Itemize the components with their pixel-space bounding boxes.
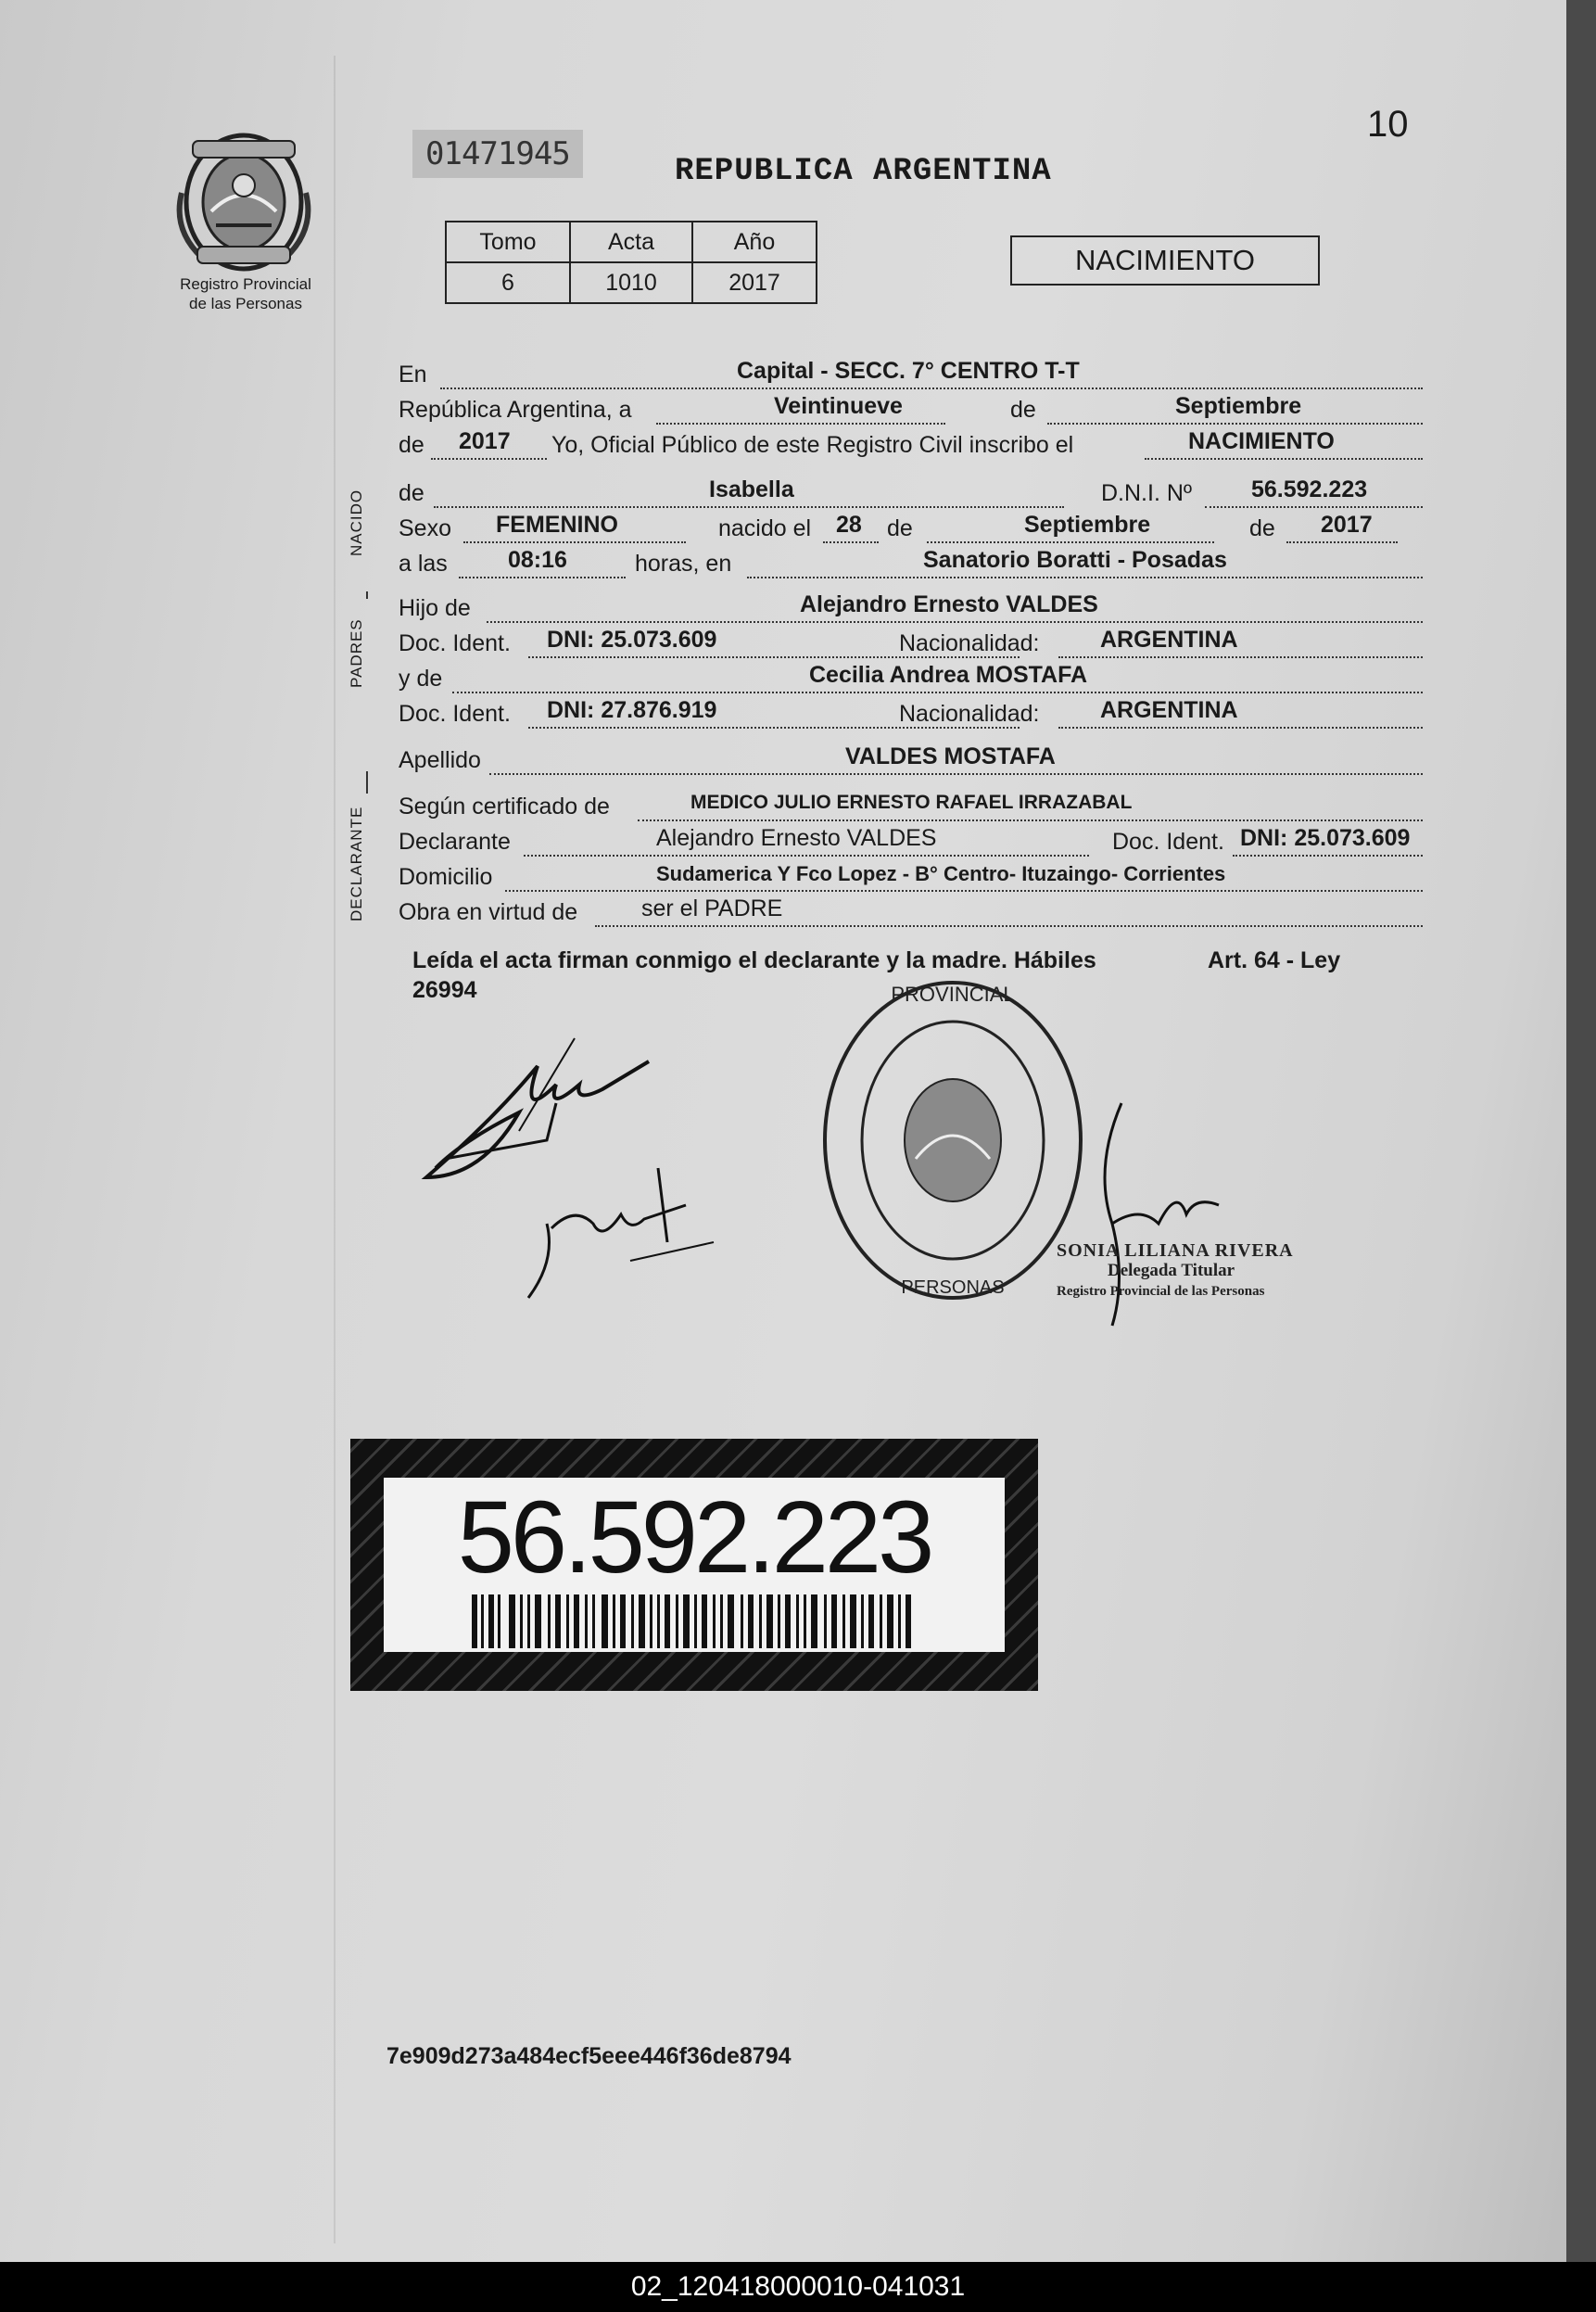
officer-name: SONIA LILIANA RIVERA [1057, 1240, 1294, 1261]
mother-name: Cecilia Andrea MOSTAFA [809, 662, 1088, 688]
declarante-label: Declarante [399, 829, 511, 855]
declarant-signature-icon [408, 983, 779, 1316]
country-title: REPUBLICA ARGENTINA [675, 154, 1052, 189]
officer-org: Registro Provincial de las Personas [1057, 1284, 1265, 1299]
nombre-label: de [399, 480, 424, 506]
apellido-value: VALDES MOSTAFA [845, 743, 1056, 769]
yde-label: y de [399, 666, 443, 692]
hijo-label: Hijo de [399, 595, 471, 621]
row-mother-doc [399, 697, 1423, 732]
registry-label-line2: de las Personas [189, 295, 302, 312]
nombre-value: Isabella [709, 476, 794, 502]
row-nombre [399, 476, 1423, 512]
officer-block [1057, 1240, 1294, 1302]
registry-label-line1: Registro Provincial [180, 275, 311, 293]
page-number: 10 [1367, 104, 1409, 145]
nacido-month: Septiembre [1024, 512, 1151, 538]
header-anio: Año [692, 222, 817, 262]
inscribo-value: NACIMIENTO [1188, 428, 1335, 454]
row-certificado [399, 794, 1423, 825]
de-label: de [1010, 397, 1036, 423]
row-hijo [399, 591, 1423, 627]
horas-label: horas, en [635, 551, 732, 577]
father-doc-label: Doc. Ident. [399, 630, 511, 656]
obra-value: ser el PADRE [641, 896, 783, 921]
father-nat: ARGENTINA [1100, 627, 1238, 653]
apellido-label: Apellido [399, 747, 481, 773]
svg-text:PERSONAS: PERSONAS [901, 1277, 1005, 1298]
officer-title: Delegada Titular [1108, 1261, 1235, 1280]
footer-id: 02_120418000010-041031 [0, 2262, 1596, 2312]
domicilio-label: Domicilio [399, 864, 493, 890]
closing-law: Art. 64 - Ley [1208, 947, 1341, 973]
nacido-label: nacido el [718, 515, 812, 541]
father-name: Alejandro Ernesto VALDES [800, 591, 1098, 617]
sexo-value: FEMENINO [496, 512, 618, 538]
record-type-box: NACIMIENTO [1010, 235, 1320, 286]
en-value: Capital - SECC. 7° CENTRO T-T [737, 358, 1080, 384]
en-label: En [399, 362, 427, 387]
row-obra [399, 896, 1423, 931]
cert-label: Según certificado de [399, 794, 610, 819]
republica-label: República Argentina, a [399, 397, 632, 423]
obra-label: Obra en virtud de [399, 899, 578, 925]
inscribo-text: Yo, Oficial Público de este Registro Civil inscribo el [551, 432, 1074, 458]
father-nat-label: Nacionalidad: [899, 630, 1040, 656]
month-value: Septiembre [1175, 393, 1302, 419]
barcode-sticker [350, 1439, 1038, 1691]
decl-doc-label: Doc. Ident. [1112, 829, 1224, 855]
document-hash: 7e909d273a484ecf5eee446f36de8794 [386, 2043, 792, 2069]
barcode-number: 56.592.223 [457, 1480, 931, 1594]
row-fecha [399, 393, 1423, 428]
time-value: 08:16 [508, 547, 567, 573]
nacido-de2: de [1249, 515, 1275, 541]
alas-label: a las [399, 551, 448, 577]
value-tomo: 6 [446, 262, 570, 303]
value-acta: 1010 [570, 262, 692, 303]
declarante-value: Alejandro Ernesto VALDES [656, 825, 937, 851]
father-doc: DNI: 25.073.609 [547, 627, 717, 653]
closing-law-number: 26994 [412, 977, 477, 1003]
side-divider [366, 771, 368, 794]
header-tomo: Tomo [446, 222, 570, 262]
registration-table [445, 221, 817, 304]
barcode-label [384, 1478, 1005, 1652]
closing-statement: Leída el acta firman conmigo el declarante y la madre. Hábiles [412, 947, 1096, 973]
decl-doc-value: DNI: 25.073.609 [1240, 825, 1411, 851]
registry-label [153, 274, 338, 313]
nacido-day: 28 [836, 512, 862, 538]
row-hora [399, 547, 1423, 582]
dni-label: D.N.I. Nº [1101, 480, 1193, 506]
row-madre [399, 662, 1423, 697]
row-en [399, 358, 1423, 393]
official-seal-icon [814, 973, 1092, 1307]
serial-stamp: 01471945 [412, 130, 583, 178]
nacido-year: 2017 [1321, 512, 1373, 538]
sexo-label: Sexo [399, 515, 451, 541]
row-sexo [399, 512, 1423, 547]
row-declarante [399, 825, 1427, 860]
dni-value: 56.592.223 [1251, 476, 1368, 502]
side-label-nacido: NACIDO [348, 489, 365, 556]
row-apellido [399, 743, 1423, 779]
value-anio: 2017 [692, 262, 817, 303]
row-father-doc [399, 627, 1423, 662]
mother-nat-label: Nacionalidad: [899, 701, 1040, 727]
side-divider [366, 591, 368, 599]
place-value: Sanatorio Boratti - Posadas [923, 547, 1227, 573]
year-prefix: de [399, 432, 424, 458]
row-domicilio [399, 864, 1423, 896]
side-label-padres: PADRES [348, 618, 365, 688]
svg-text:PROVINCIAL: PROVINCIAL [891, 983, 1015, 1006]
barcode-icon [472, 1594, 917, 1648]
domicilio-value: Sudamerica Y Fco Lopez - B° Centro- Ituzaingo- Corrientes [656, 862, 1226, 885]
mother-nat: ARGENTINA [1100, 697, 1238, 723]
nacido-de1: de [887, 515, 913, 541]
province-emblem-icon [174, 128, 313, 276]
year-value: 2017 [459, 428, 511, 454]
side-label-declarante: DECLARANTE [348, 806, 365, 921]
mother-doc: DNI: 27.876.919 [547, 697, 717, 723]
day-words: Veintinueve [774, 393, 903, 419]
row-inscribo [399, 428, 1423, 464]
mother-doc-label: Doc. Ident. [399, 701, 511, 727]
cert-value: MEDICO JULIO ERNESTO RAFAEL IRRAZABAL [690, 792, 1133, 813]
header-acta: Acta [570, 222, 692, 262]
